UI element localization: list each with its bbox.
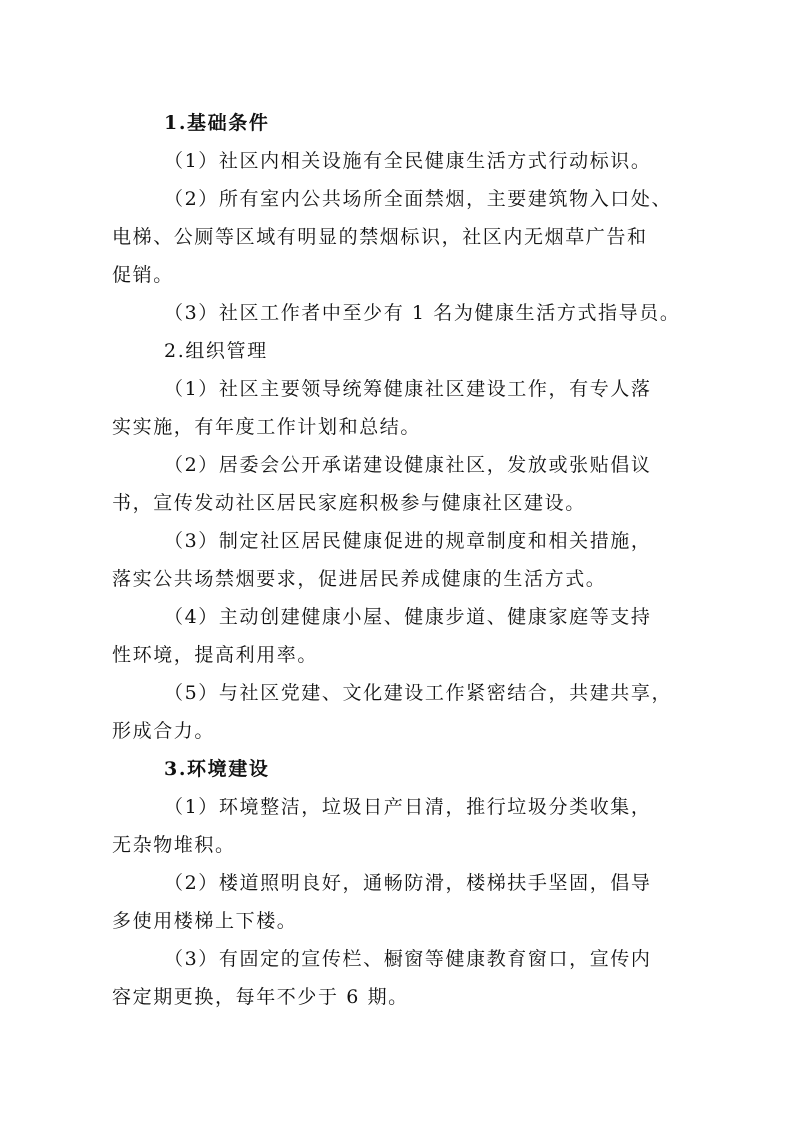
paragraph-line: （1）社区主要领导统筹健康社区建设工作，有专人落 (164, 378, 652, 400)
paragraph-line: （4）主动创建健康小屋、健康步道、健康家庭等支持 (164, 606, 652, 628)
paragraph-line: （3）有固定的宣传栏、橱窗等健康教育窗口，宣传内 (164, 948, 652, 970)
paragraph-line: （3）社区工作者中至少有 1 名为健康生活方式指导员。 (164, 302, 681, 324)
paragraph-line: （5）与社区党建、文化建设工作紧密结合，共建共享， (164, 682, 673, 704)
section-heading: 2.组织管理 (164, 340, 268, 362)
paragraph-line: 无杂物堆积。 (112, 834, 236, 856)
section-heading: 1.基础条件 (164, 112, 270, 134)
paragraph-line: （1）社区内相关设施有全民健康生活方式行动标识。 (164, 150, 652, 172)
paragraph (112, 446, 682, 522)
section-environment-construction (112, 750, 682, 1016)
paragraph-line: （2）居委会公开承诺建设健康社区，发放或张贴倡议 (164, 454, 652, 476)
paragraph (112, 940, 682, 1016)
paragraph-line: 电梯、公厕等区域有明显的禁烟标识，社区内无烟草广告和 (112, 226, 648, 248)
paragraph-line: （3）制定社区居民健康促进的规章制度和相关措施， (164, 530, 652, 552)
paragraph (112, 522, 682, 598)
paragraph-line: 书，宣传发动社区居民家庭积极参与健康社区建设。 (112, 492, 586, 514)
paragraph (112, 788, 682, 864)
section-basic-conditions (112, 104, 682, 332)
paragraph-line: 实实施，有年度工作计划和总结。 (112, 416, 422, 438)
document-body (112, 104, 682, 1016)
paragraph (112, 180, 682, 294)
paragraph (112, 864, 682, 940)
paragraph-line: （2）楼道照明良好，通畅防滑，楼梯扶手坚固，倡导 (164, 872, 652, 894)
paragraph (112, 598, 682, 674)
paragraph-line: 性环境，提高利用率。 (112, 644, 319, 666)
paragraph-line: 促销。 (112, 264, 174, 286)
paragraph-line: （2）所有室内公共场所全面禁烟，主要建筑物入口处、 (164, 188, 673, 210)
paragraph-line: 形成合力。 (112, 720, 216, 742)
paragraph (112, 370, 682, 446)
paragraph (112, 294, 682, 332)
paragraph-line: 容定期更换，每年不少于 6 期。 (112, 986, 409, 1008)
paragraph (112, 142, 682, 180)
paragraph-line: 落实公共场禁烟要求，促进居民养成健康的生活方式。 (112, 568, 607, 590)
paragraph (112, 674, 682, 750)
section-organization-management (112, 332, 682, 750)
paragraph-line: 多使用楼梯上下楼。 (112, 910, 298, 932)
section-heading: 3.环境建设 (164, 758, 270, 780)
paragraph-line: （1）环境整洁，垃圾日产日清，推行垃圾分类收集， (164, 796, 652, 818)
